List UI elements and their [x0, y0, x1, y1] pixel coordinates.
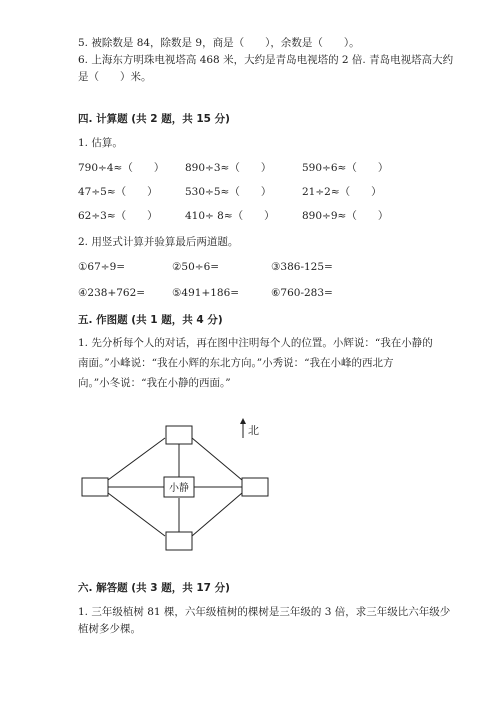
question-6-line-2: 是（ ）米。 [78, 71, 152, 83]
north-arrow-head-icon [240, 418, 246, 424]
calc-item: ⑤491+186= [172, 287, 240, 299]
section-5-title: 五. 作图题 (共 1 题，共 4 分) [78, 314, 223, 326]
south-box [166, 532, 192, 550]
estimate-item: 62÷3≈（ ） [78, 210, 158, 222]
question-6-line-1: 6. 上海东方明珠电视塔高 468 米，大约是青岛电视塔的 2 倍. 青岛电视塔高大约 [78, 54, 454, 66]
east-box [242, 478, 268, 496]
calc-item: ④238+762= [78, 287, 146, 299]
center-label: 小静 [169, 483, 189, 494]
section-5-q1-line-1: 1. 先分析每个人的对话，再在图中注明每个人的位置。小辉说：“我在小静的 [78, 337, 433, 349]
calc-item: ①67÷9= [78, 261, 126, 273]
estimate-item: 890÷9≈（ ） [302, 210, 389, 222]
diagram-edge [192, 493, 242, 536]
section-4-q1-label: 1. 估算。 [78, 137, 123, 149]
diagram-edge [108, 438, 165, 480]
north-label: 北 [248, 424, 259, 437]
estimate-item: 47÷5≈（ ） [78, 186, 158, 198]
calc-item: ③386-125= [271, 261, 333, 273]
position-diagram [0, 400, 500, 570]
section-5-q1-line-2: 南面。”小峰说：“我在小辉的东北方向。”小秀说：“我在小峰的西北方 [78, 357, 394, 369]
calc-item: ②50÷6= [172, 261, 220, 273]
estimate-item: 21÷2≈（ ） [302, 186, 382, 198]
estimate-item: 790÷4≈（ ） [78, 162, 165, 174]
section-6-q1-line-2: 植树多少棵。 [78, 623, 141, 635]
estimate-item: 530÷5≈（ ） [185, 186, 272, 198]
section-5-q1-line-3: 向。”小冬说：“我在小静的西面。” [78, 377, 231, 389]
diagram-edge [108, 493, 165, 536]
estimate-item: 410÷ 8≈（ ） [185, 210, 275, 222]
calc-item: ⑥760-283= [271, 287, 333, 299]
section-4-q2-label: 2. 用竖式计算并验算最后两道题。 [78, 236, 239, 248]
estimate-item: 590÷6≈（ ） [302, 162, 389, 174]
section-6-q1-line-1: 1. 三年级植树 81 棵，六年级植树的棵树是三年级的 3 倍，求三年级比六年级少 [78, 606, 451, 618]
west-box [82, 478, 108, 496]
estimate-item: 890÷3≈（ ） [185, 162, 272, 174]
north-box [166, 426, 192, 444]
question-5: 5. 被除数是 84，除数是 9，商是（ ），余数是（ ）。 [78, 37, 360, 49]
section-6-title: 六. 解答题 (共 3 题，共 17 分) [78, 582, 230, 594]
section-4-title: 四. 计算题 (共 2 题，共 15 分) [78, 113, 230, 125]
diagram-edge [192, 438, 242, 480]
